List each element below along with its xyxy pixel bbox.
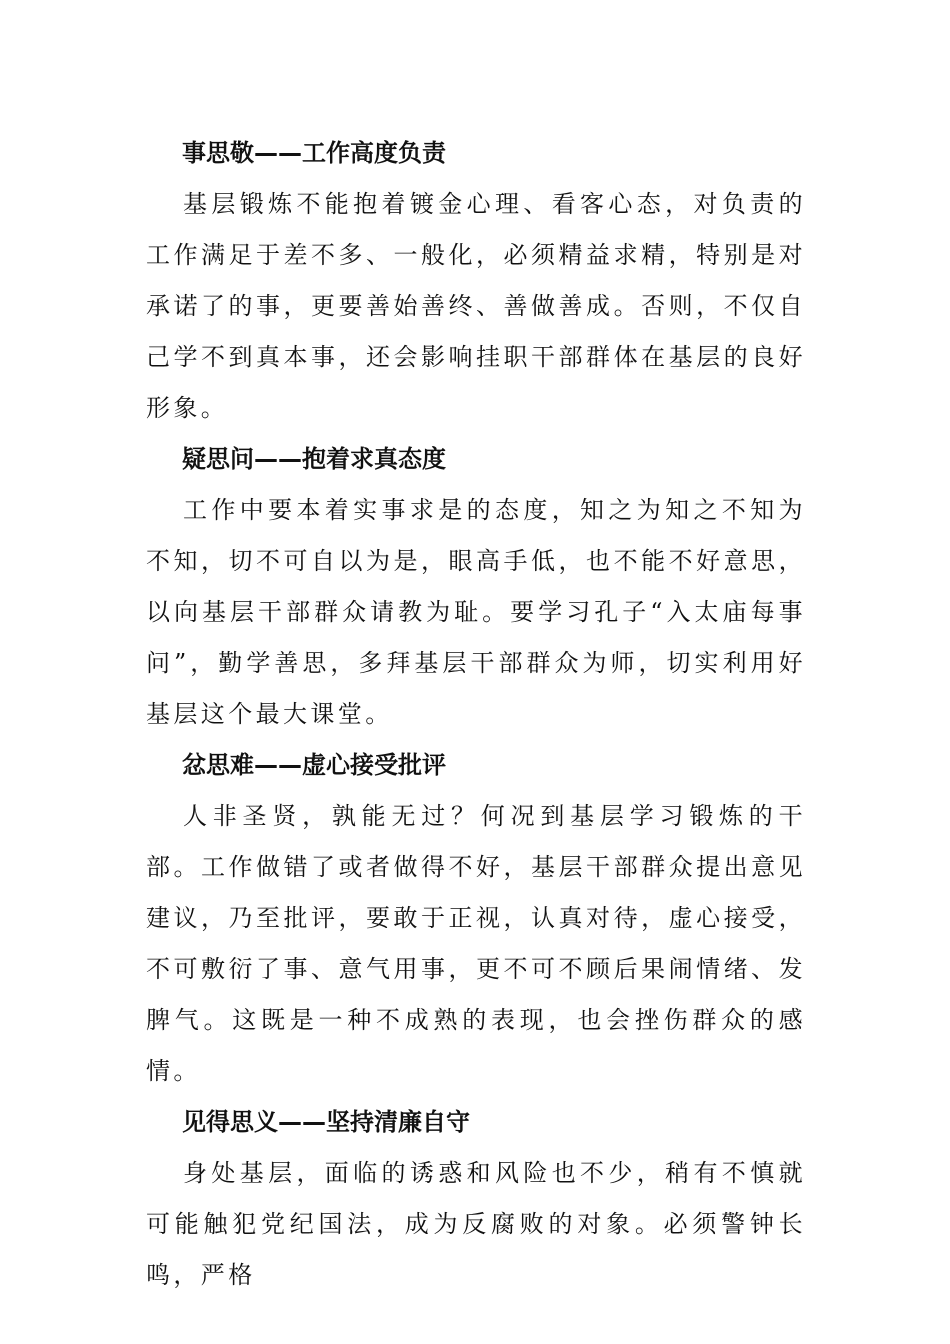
section-heading: 忿思难——虚心接受批评 [182, 751, 446, 779]
section-shi-si-jing [146, 128, 806, 434]
section-paragraph: 工作中要本着实事求是的态度，知之为知之不知为不知，切不可自以为是，眼高手低，也不能不好意思，以向基层干部群众请教为耻。要学习孔子“入太庙每事问”，勤学善思，多拜基层干部群众为师，切实利用好基层这个最大课堂。 [146, 496, 806, 728]
section-paragraph: 基层锻炼不能抱着镀金心理、看客心态，对负责的工作满足于差不多、一般化，必须精益求精，特别是对承诺了的事，更要善始善终、善做善成。否则，不仅自己学不到真本事，还会影响挂职干部群体在基层的良好形象。 [146, 190, 806, 422]
section-heading: 疑思问——抱着求真态度 [182, 445, 446, 473]
section-jian-de-si-yi [146, 1097, 806, 1301]
section-heading: 事思敬——工作高度负责 [182, 139, 446, 167]
section-paragraph: 人非圣贤，孰能无过？何况到基层学习锻炼的干部。工作做错了或者做得不好，基层干部群众提出意见建议，乃至批评，要敢于正视，认真对待，虚心接受，不可敷衍了事、意气用事，更不可不顾后果闹情绪、发脾气。这既是一种不成熟的表现，也会挫伤群众的感情。 [146, 802, 806, 1085]
section-heading: 见得思义——坚持清廉自守 [182, 1108, 470, 1136]
section-yi-si-wen [146, 434, 806, 740]
section-fen-si-nan [146, 740, 806, 1097]
document-page [146, 128, 806, 1301]
section-paragraph: 身处基层，面临的诱惑和风险也不少，稍有不慎就可能触犯党纪国法，成为反腐败的对象。必须警钟长鸣，严格 [146, 1159, 806, 1289]
